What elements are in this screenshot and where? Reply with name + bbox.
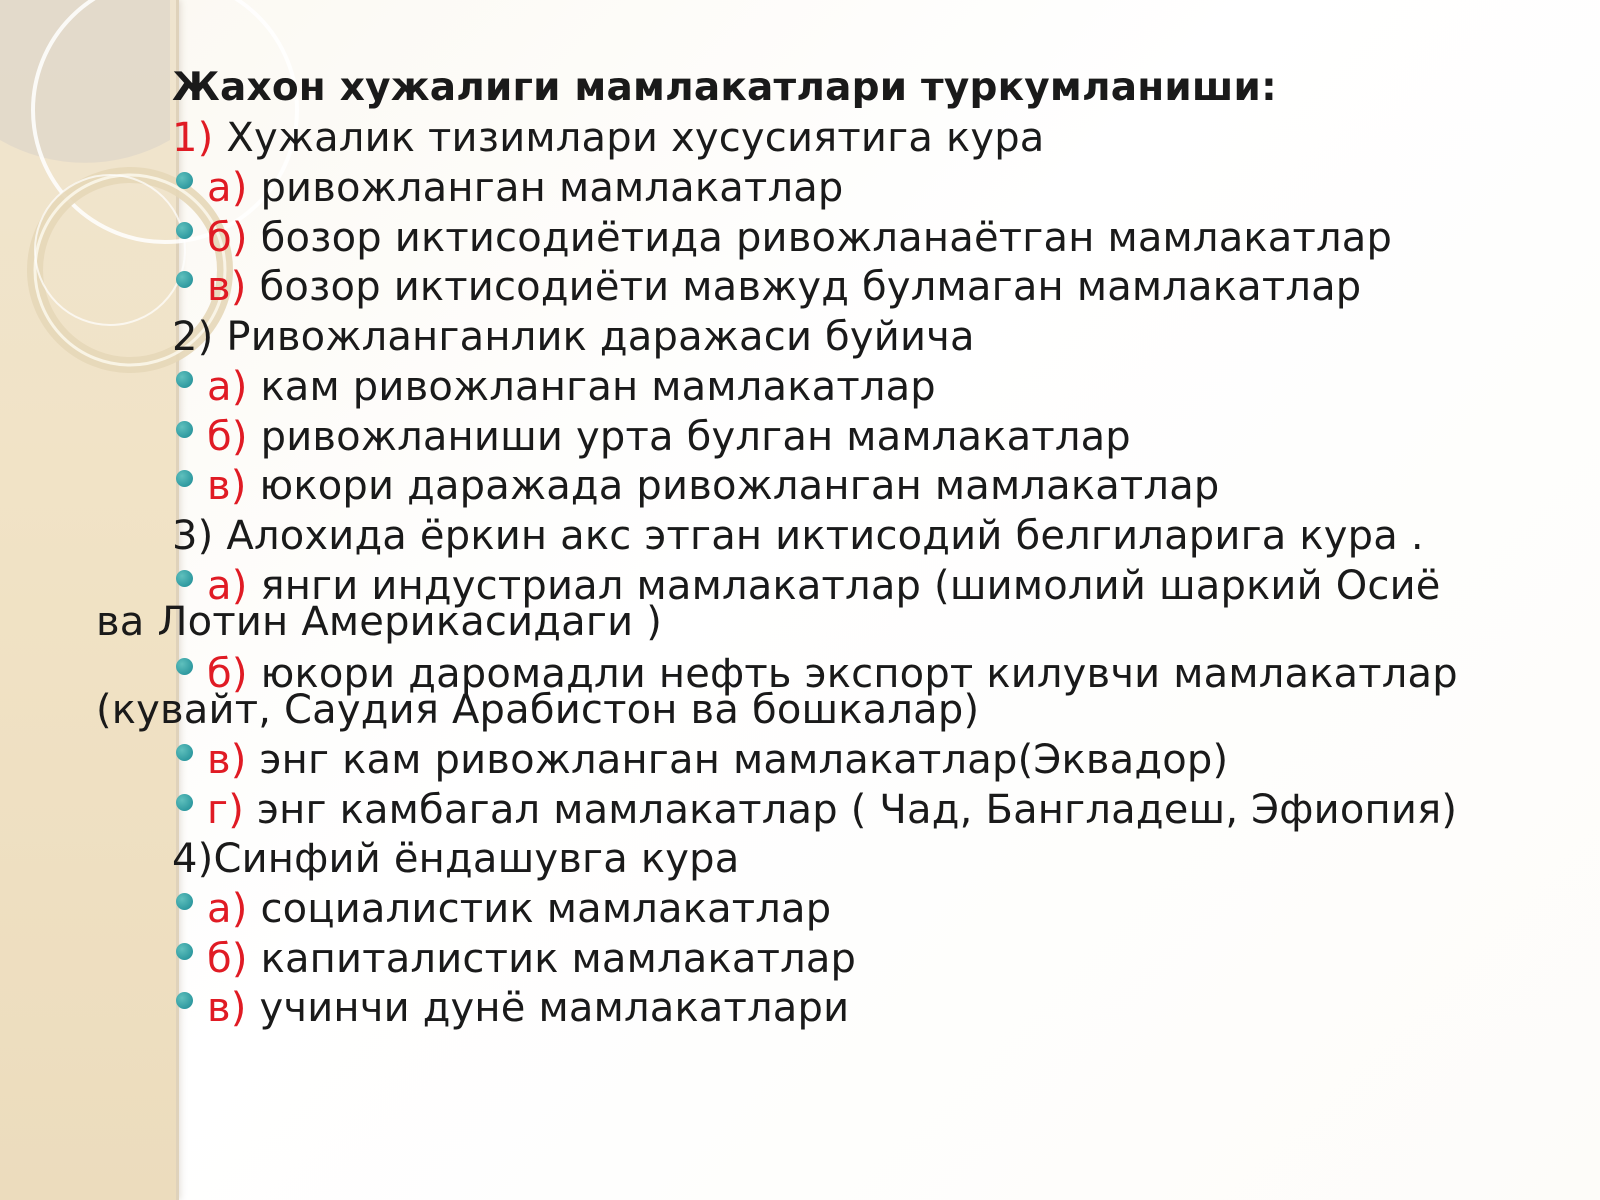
group-1-item-b (207, 216, 1392, 260)
group-2-heading (172, 315, 975, 359)
item-marker: в) (207, 737, 247, 783)
item-text: энг кам ривожланган мамлакатлар(Эквадор) (246, 737, 1229, 783)
bullet-icon (176, 222, 193, 239)
item-marker: в) (207, 264, 247, 310)
item-text: энг камбагал мамлакатлар ( Чад, Бангладеш, Эфиопия) (244, 787, 1458, 833)
bullet-icon (176, 893, 193, 910)
group-2-item-c (207, 464, 1220, 508)
bullet-icon (176, 658, 193, 675)
item-text: ривожланиши урта булган мамлакатлар (247, 414, 1131, 460)
bullet-icon (176, 794, 193, 811)
item-text: ривожланган мамлакатлар (247, 165, 844, 211)
group-4-item-b (207, 937, 856, 981)
group-3-heading (172, 514, 1424, 558)
item-marker: в) (207, 985, 247, 1031)
bullet-icon (176, 943, 193, 960)
group-2-item-b (207, 415, 1131, 459)
item-text: социалистик мамлакатлар (247, 886, 832, 932)
group-2-heading-text: Ривожланганлик даражаси буйича (213, 314, 975, 360)
bullet-icon (176, 172, 193, 189)
group-1-heading-text: Хужалик тизимлари хусусиятига кура (213, 115, 1045, 161)
group-4-number: 4) (172, 836, 214, 882)
item-marker: г) (207, 787, 245, 833)
slide-title: Жахон хужалиги мамлакатлари туркумланиши: (172, 65, 1277, 110)
group-3-item-b-continuation: (кувайт, Саудия Арабистон ва бошкалар) (96, 687, 980, 733)
item-text: янги индустриал мамлакатлар (шимолий шаркий Осиё (247, 563, 1441, 609)
item-marker: в) (207, 463, 247, 509)
item-text: бозор иктисодиётида ривожланаётган мамлакатлар (247, 215, 1393, 261)
item-text: юкори даромадли нефть экспорт килувчи мамлакатлар (247, 651, 1458, 697)
item-marker: а) (207, 364, 248, 410)
group-1-number: 1) (172, 115, 214, 161)
item-text: капиталистик мамлакатлар (247, 936, 857, 982)
group-3-heading-text: Алохида ёркин акс этган иктисодий белгиларига кура . (213, 513, 1424, 559)
item-text: юкори даражада ривожланган мамлакатлар (246, 463, 1220, 509)
group-3-item-c (207, 738, 1228, 782)
group-4-item-a (207, 887, 831, 931)
item-marker: а) (207, 563, 248, 609)
bullet-icon (176, 271, 193, 288)
bullet-icon (176, 470, 193, 487)
group-3-item-d (207, 788, 1457, 832)
item-marker: а) (207, 165, 248, 211)
group-2-item-a (207, 365, 936, 409)
group-2-number: 2) (172, 314, 214, 360)
bullet-icon (176, 570, 193, 587)
group-1-heading (172, 116, 1045, 160)
item-marker: б) (207, 651, 248, 697)
bullet-icon (176, 371, 193, 388)
bullet-icon (176, 744, 193, 761)
bullet-icon (176, 992, 193, 1009)
group-3-item-a-continuation: ва Лотин Америкасидаги ) (96, 599, 663, 645)
item-marker: б) (207, 936, 248, 982)
item-text: бозор иктисодиёти мавжуд булмаган мамлакатлар (246, 264, 1362, 310)
item-text: учинчи дунё мамлакатлари (246, 985, 850, 1031)
group-4-heading-text: Синфий ёндашувга кура (213, 836, 740, 882)
item-marker: б) (207, 215, 248, 261)
item-marker: б) (207, 414, 248, 460)
group-3-number: 3) (172, 513, 214, 559)
item-marker: а) (207, 886, 248, 932)
group-1-item-c (207, 265, 1361, 309)
group-1-item-a (207, 166, 844, 210)
group-4-item-c (207, 986, 849, 1030)
item-text: кам ривожланган мамлакатлар (247, 364, 936, 410)
bullet-icon (176, 421, 193, 438)
group-4-heading (172, 837, 739, 881)
